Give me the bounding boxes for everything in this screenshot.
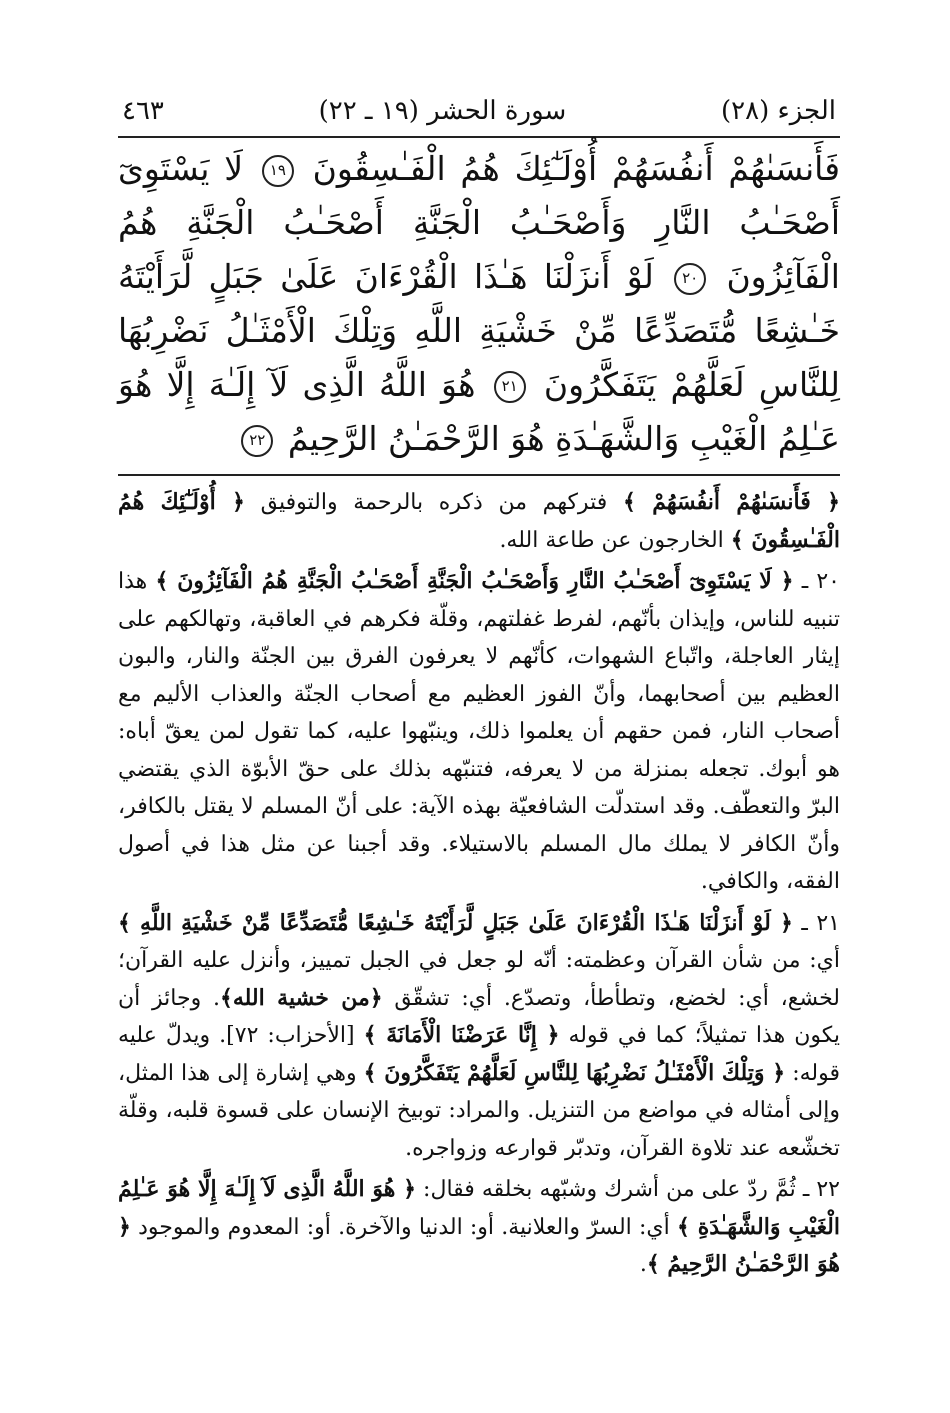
quote: ﴿ هُوَ الرَّحْمَـٰنُ الرَّحِيمُ ﴾ — [118, 1213, 840, 1277]
quote: ﴿من خشية الله﴾ — [219, 984, 383, 1011]
commentary-paragraph — [118, 484, 840, 559]
commentary-paragraph — [118, 563, 840, 901]
quote: ﴿ لَوْ أَنزَلْنَا هَـٰذَا الْقُرْءَانَ عَلَىٰ جَبَلٍ لَّرَأَيْتَهُ خَـٰشِعًا مُّتَصَدِّعًا مِّنْ خَشْيَةِ اللَّهِ ﴾ — [118, 909, 793, 936]
commentary-text: وهي إشارة إلى هذا المثل، وإلى أمثاله في مواضع من التنزيل. والمراد: توبيخ الإنسان على قسوة قلبه، وقلّة تخشّعه عند تلاوة القرآن، وتدبّر قوارعه وزواجره. — [118, 1060, 840, 1161]
quote: ﴿ لَا يَسْتَوِىٓ أَصْحَـٰبُ النَّارِ وَأَصْحَـٰبُ الْجَنَّةِ أَصْحَـٰبُ الْجَنَّةِ هُمُ الْفَآئِزُونَ ﴾ — [155, 568, 794, 594]
verse-text: لَوْ أَنزَلْنَا هَـٰذَا الْقُرْءَانَ عَلَىٰ جَبَلٍ لَّرَأَيْتَهُ خَـٰشِعًا مُّتَصَدِّعًا مِّنْ خَشْيَةِ اللَّهِ وَتِلْكَ الْأَمْثَـٰلُ نَضْرِبُهَا لِلنَّاسِ لَعَلَّهُمْ يَتَفَكَّرُونَ — [118, 257, 840, 404]
quote: ﴿ وَتِلْكَ الْأَمْثَـٰلُ نَضْرِبُهَا لِلنَّاسِ لَعَلَّهُمْ يَتَفَكَّرُونَ ﴾ — [363, 1059, 786, 1086]
verse-text: فَأَنسَىٰهُمْ أَنفُسَهُمْ أُوْلَـٰٓئِكَ هُمُ الْفَـٰسِقُونَ — [312, 149, 840, 188]
commentary-text: فتركهم من ذكره بالرحمة والتوفيق — [244, 490, 623, 515]
verse-text: لَا يَسْتَوِىٓ أَصْحَـٰبُ النَّارِ وَأَصْحَـٰبُ الْجَنَّةِ أَصْحَـٰبُ الْجَنَّةِ هُمُ الْفَآئِزُونَ — [118, 149, 840, 296]
verse-number: ٢١ — [494, 371, 526, 403]
commentary-text: الخارجون عن طاعة الله. — [499, 527, 731, 553]
commentary-text: [الأحزاب: ٧٢]. ويدلّ عليه قوله: — [118, 1023, 840, 1086]
page-header — [118, 96, 840, 138]
commentary-text: أي: السرّ والعلانية. أو: الدنيا والآخرة. أو: المعدوم والموجود — [130, 1214, 677, 1240]
surah-title: سورة الحشر (١٩ ـ ٢٢) — [318, 96, 567, 126]
commentary-text: أي: من شأن القرآن وعظمته: أنّه لو جعل في الجبل تمييز، وأنزل عليه القرآن؛ لخشع، أي: لخضع، وتطأطأ، وتصدّع. أي: تشقّق — [118, 948, 841, 1011]
commentary-text: . — [639, 1252, 647, 1277]
verse-number: ٢٠ — [674, 263, 706, 295]
quote: ﴿ هُوَ اللَّهُ الَّذِى لَآ إِلَـٰهَ إِلَّا هُوَ عَـٰلِمُ الْغَيْبِ وَالشَّهَـٰدَةِ ﴾ — [118, 1176, 840, 1240]
commentary-text: هذا تنبيه للناس، وإيذان بأنّهم، لفرط غفلتهم، وقلّة فكرهم في العاقبة، وتهالكهم على إيثار العاجلة، واتّباع الشهوات، كأنّهم لا يعرفون الفرق بين الجنّة والنار، والبون العظيم بين أصحابهما، وأنّ الفوز العظيم مع أصحاب الجنّة والعذاب الأليم مع أصحاب النار، فمن حقهم أن يعلموا ذلك، وينبّهوا عليه، كما تقول لمن يعقّ أباه: هو أبوك. تجعله بمنزلة من لا يعرفه، فتنبّهه بذلك على حقّ الأبوّة الذي يقتضي البرّ والتعطّف. وقد استدلّت الشافعيّة بهذه الآية: على أنّ المسلم لا يقتل بالكافر، وأنّ الكافر لا يملك مال المسلم بالاستيلاء. وقد أجبنا عن مثل هذا في أصول الفقه، والكافي. — [118, 569, 840, 894]
quran-verses — [118, 138, 840, 476]
commentary-paragraph — [118, 1171, 840, 1284]
quote: ﴿ إِنَّا عَرَضْنَا الْأَمَانَةَ ﴾ — [363, 1022, 560, 1048]
juz-label: الجزء (٢٨) — [720, 96, 836, 126]
commentary-paragraph — [118, 905, 840, 1168]
quote: ﴿ أُوْلَـٰٓئِكَ هُمُ الْفَـٰسِقُونَ ﴾ — [118, 489, 840, 553]
verse-ref: ٢١ ـ — [792, 910, 840, 936]
verse-ref: ٢٢ ـ — [795, 1177, 840, 1202]
verse-text: هُوَ اللَّهُ الَّذِى لَآ إِلَـٰهَ إِلَّا هُوَ عَـٰلِمُ الْغَيْبِ وَالشَّهَـٰدَةِ هُوَ الرَّحْمَـٰنُ الرَّحِيمُ — [118, 365, 840, 458]
commentary — [118, 476, 840, 1284]
verse-number: ١٩ — [262, 155, 294, 187]
verse-number: ٢٢ — [241, 425, 273, 457]
commentary-text: . وجائز أن يكون هذا تمثيلاً؛ كما في قوله — [118, 985, 841, 1048]
commentary-text: ثُمَّ ردّ على من أشرك وشبّهه بخلقه فقال: — [415, 1177, 796, 1202]
verse-ref: ٢٠ ـ — [793, 569, 840, 594]
page-number: ٤٦٣ — [122, 96, 164, 126]
quote: ﴿ فَأَنسَىٰهُمْ أَنفُسَهُمْ ﴾ — [622, 489, 840, 515]
